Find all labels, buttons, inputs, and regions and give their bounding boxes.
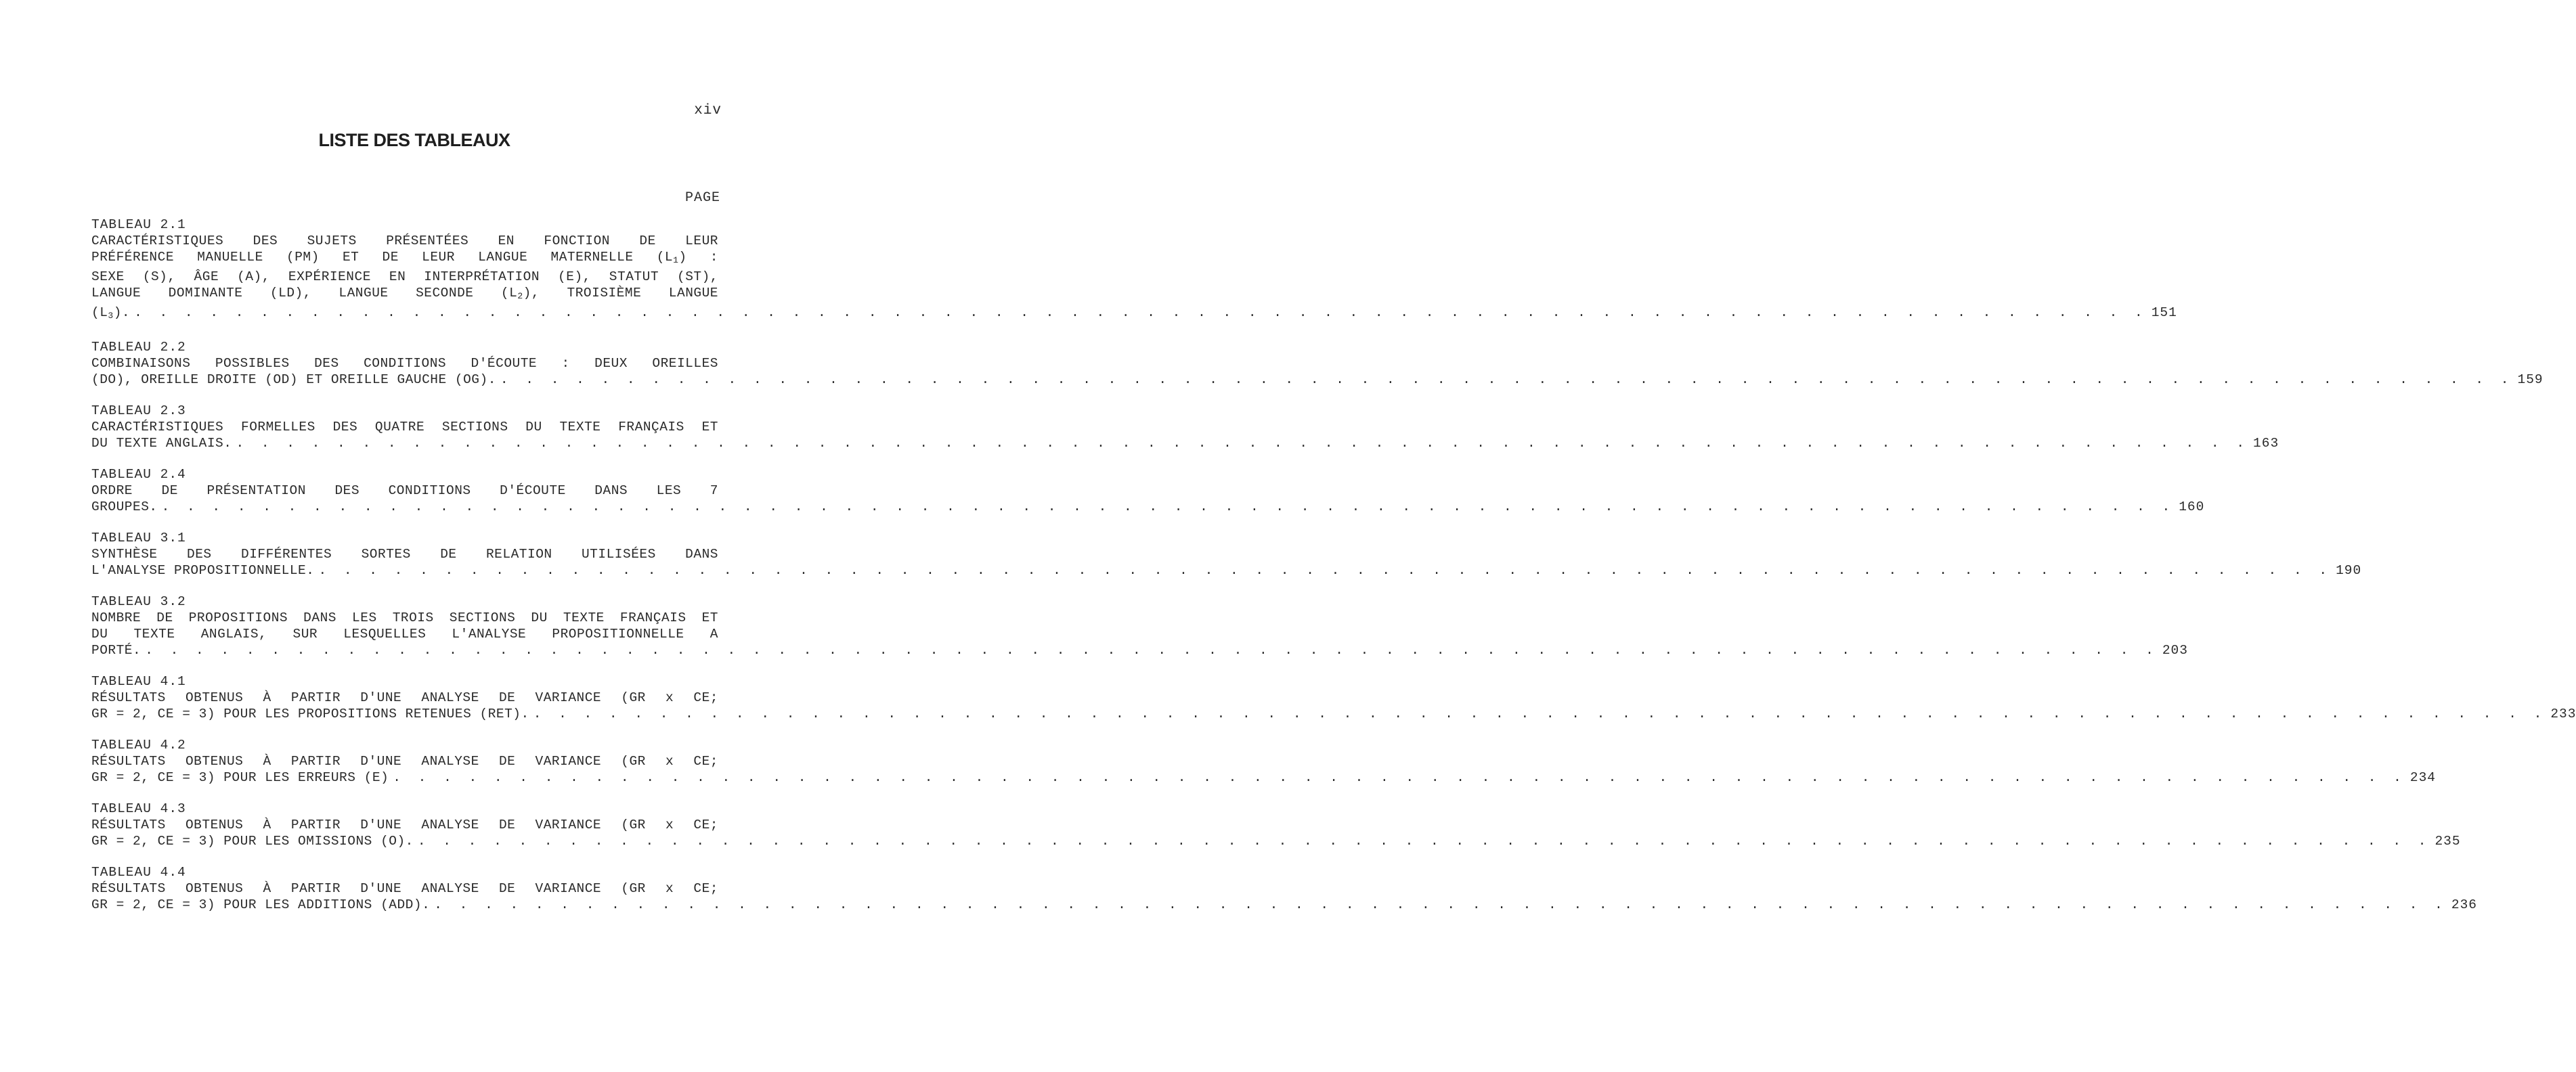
table-entry-label: TABLEAU 3.1	[91, 531, 186, 545]
table-entry-description-end: $(L_3)$.	[91, 305, 131, 321]
table-entry-description-line: SEXE (S), ÂGE (A), EXPÉRIENCE EN INTERPRÉTATION (E), STATUT (ST),	[91, 269, 718, 284]
table-entry	[91, 217, 2177, 324]
table-entry-page: 203	[2162, 643, 2188, 658]
table-entry-description-end: GR = 2, CE = 3) POUR LES ADDITIONS (ADD).	[91, 897, 431, 912]
table-entry	[91, 339, 2544, 388]
table-entry-description-line: LANGUE DOMINANTE (LD), LANGUE SECONDE $(L_2)$, TROISIÈME LANGUE	[91, 286, 718, 301]
dot-leader: . . . . . . . . . . . . . . . . . . . . . . . . . . . . . . . . . . . . . . . . . . . . . . . . . . . . . . . . . . . . . . . . . . . . . . . . . . . . . . . .	[533, 707, 2547, 721]
table-entry-description-line: CARACTÉRISTIQUES FORMELLES DES QUATRE SECTIONS DU TEXTE FRANÇAIS ET	[91, 420, 718, 434]
table-entry-description-end: DU TEXTE ANGLAIS.	[91, 436, 232, 451]
table-entry-description-line: RÉSULTATS OBTENUS À PARTIR D'UNE ANALYSE DE VARIANCE (GR x CE;	[91, 690, 718, 705]
table-entry-last-line	[91, 499, 2205, 515]
table-entry-last-line	[91, 642, 2188, 658]
table-entry-description-line: RÉSULTATS OBTENUS À PARTIR D'UNE ANALYSE DE VARIANCE (GR x CE;	[91, 881, 718, 896]
table-entry-description-end: GR = 2, CE = 3) POUR LES PROPOSITIONS RETENUES (RET).	[91, 707, 529, 721]
dot-leader: . . . . . . . . . . . . . . . . . . . . . . . . . . . . . . . . . . . . . . . . . . . . . . . . . . . . . . . . . . . . . . . . . . . . . . . . . . . . . . . .	[161, 499, 2175, 514]
table-entry-description-end: GR = 2, CE = 3) POUR LES OMISSIONS (O).	[91, 834, 414, 849]
table-entry-page: 163	[2253, 436, 2279, 451]
page-column-label: PAGE	[684, 190, 720, 206]
table-entry-page: 233	[2550, 707, 2576, 721]
table-entry-last-line	[91, 897, 2477, 913]
table-entry-label: TABLEAU 4.1	[91, 674, 186, 689]
table-entry-description-line: RÉSULTATS OBTENUS À PARTIR D'UNE ANALYSE DE VARIANCE (GR x CE;	[91, 818, 718, 832]
table-entry-label: TABLEAU 2.1	[91, 217, 186, 232]
table-entry-page: 160	[2179, 499, 2205, 514]
table-entry-description-line: SYNTHÈSE DES DIFFÉRENTES SORTES DE RELATION UTILISÉES DANS	[91, 547, 718, 562]
table-entry-page: 235	[2435, 834, 2461, 849]
table-entry	[91, 673, 2576, 722]
table-entry-description-line: DU TEXTE ANGLAIS, SUR LESQUELLES L'ANALYSE PROPOSITIONNELLE A	[91, 627, 718, 642]
table-entry	[91, 801, 2461, 849]
dot-leader: . . . . . . . . . . . . . . . . . . . . . . . . . . . . . . . . . . . . . . . . . . . . . . . . . . . . . . . . . . . . . . . . . . . . . . . . . . . . . . . .	[145, 643, 2158, 658]
table-entry-description-end: (DO), OREILLE DROITE (OD) ET OREILLE GAUCHE (OG).	[91, 372, 496, 387]
table-entry-label: TABLEAU 4.3	[91, 801, 186, 816]
table-entry-description-line: COMBINAISONS POSSIBLES DES CONDITIONS D'ÉCOUTE : DEUX OREILLES	[91, 356, 718, 371]
table-entry-label: TABLEAU 4.4	[91, 865, 186, 880]
dot-leader: . . . . . . . . . . . . . . . . . . . . . . . . . . . . . . . . . . . . . . . . . . . . . . . . . . . . . . . . . . . . . . . . . . . . . . . . . . . . . . . .	[236, 436, 2250, 451]
table-entry-description-line: PRÉFÉRENCE MANUELLE (PM) ET DE LEUR LANGUE MATERNELLE $(L_1)$ :	[91, 250, 719, 265]
dot-leader: . . . . . . . . . . . . . . . . . . . . . . . . . . . . . . . . . . . . . . . . . . . . . . . . . . . . . . . . . . . . . . . . . . . . . . . . . . . . . . . .	[393, 770, 2406, 785]
table-entry-description-line: ORDRE DE PRÉSENTATION DES CONDITIONS D'ÉCOUTE DANS LES 7	[91, 483, 718, 498]
table-entry-label: TABLEAU 2.2	[91, 340, 186, 355]
table-entry-last-line	[91, 305, 2177, 324]
table-entry-label: TABLEAU 3.2	[91, 594, 186, 609]
table-entry-description-end: GROUPES.	[91, 499, 158, 514]
dot-leader: . . . . . . . . . . . . . . . . . . . . . . . . . . . . . . . . . . . . . . . . . . . . . . . . . . . . . . . . . . . . . . . . . . . . . . . . . . . . . . . .	[318, 563, 2332, 578]
table-entry-page: 236	[2451, 897, 2477, 912]
table-entry-label: TABLEAU 2.3	[91, 403, 186, 418]
table-entry	[91, 403, 2279, 451]
table-entry	[91, 594, 2188, 658]
table-entry	[91, 466, 2205, 515]
table-entry-page: 190	[2336, 563, 2362, 578]
table-entry-description-end: L'ANALYSE PROPOSITIONNELLE.	[91, 563, 315, 578]
table-entry-description-line: CARACTÉRISTIQUES DES SUJETS PRÉSENTÉES EN FONCTION DE LEUR	[91, 233, 718, 248]
table-entry-last-line	[91, 833, 2461, 849]
table-entry-label: TABLEAU 4.2	[91, 738, 186, 753]
table-entry-last-line	[91, 562, 2362, 579]
table-entry-page: 159	[2517, 372, 2544, 387]
table-entry-description-line: NOMBRE DE PROPOSITIONS DANS LES TROIS SECTIONS DU TEXTE FRANÇAIS ET	[91, 610, 718, 625]
page-number: xiv	[694, 103, 722, 118]
page-title: LISTE DES TABLEAUX	[318, 130, 510, 150]
table-entry-last-line	[91, 706, 2576, 722]
table-entry-last-line	[91, 372, 2544, 388]
table-entry-label: TABLEAU 2.4	[91, 467, 186, 482]
table-entry	[91, 737, 2436, 786]
table-entry-last-line	[91, 435, 2279, 451]
table-entry-last-line	[91, 769, 2436, 786]
table-entry	[91, 530, 2362, 579]
table-entry	[91, 864, 2477, 913]
table-entry-description-end: PORTÉ.	[91, 643, 141, 658]
table-list	[91, 217, 2576, 928]
table-entry-page: 234	[2409, 770, 2436, 785]
dot-leader: . . . . . . . . . . . . . . . . . . . . . . . . . . . . . . . . . . . . . . . . . . . . . . . . . . . . . . . . . . . . . . . . . . . . . . . . . . . . . . . .	[500, 372, 2514, 387]
table-entry-page: 151	[2151, 305, 2177, 320]
dot-leader: . . . . . . . . . . . . . . . . . . . . . . . . . . . . . . . . . . . . . . . . . . . . . . . . . . . . . . . . . . . . . . . . . . . . . . . . . . . . . . . .	[134, 305, 2147, 320]
table-entry-description-line: RÉSULTATS OBTENUS À PARTIR D'UNE ANALYSE DE VARIANCE (GR x CE;	[91, 754, 718, 769]
dot-leader: . . . . . . . . . . . . . . . . . . . . . . . . . . . . . . . . . . . . . . . . . . . . . . . . . . . . . . . . . . . . . . . . . . . . . . . . . . . . . . . .	[434, 897, 2447, 912]
dot-leader: . . . . . . . . . . . . . . . . . . . . . . . . . . . . . . . . . . . . . . . . . . . . . . . . . . . . . . . . . . . . . . . . . . . . . . . . . . . . . . . .	[417, 834, 2431, 849]
table-entry-description-end: GR = 2, CE = 3) POUR LES ERREURS (E)	[91, 770, 389, 785]
